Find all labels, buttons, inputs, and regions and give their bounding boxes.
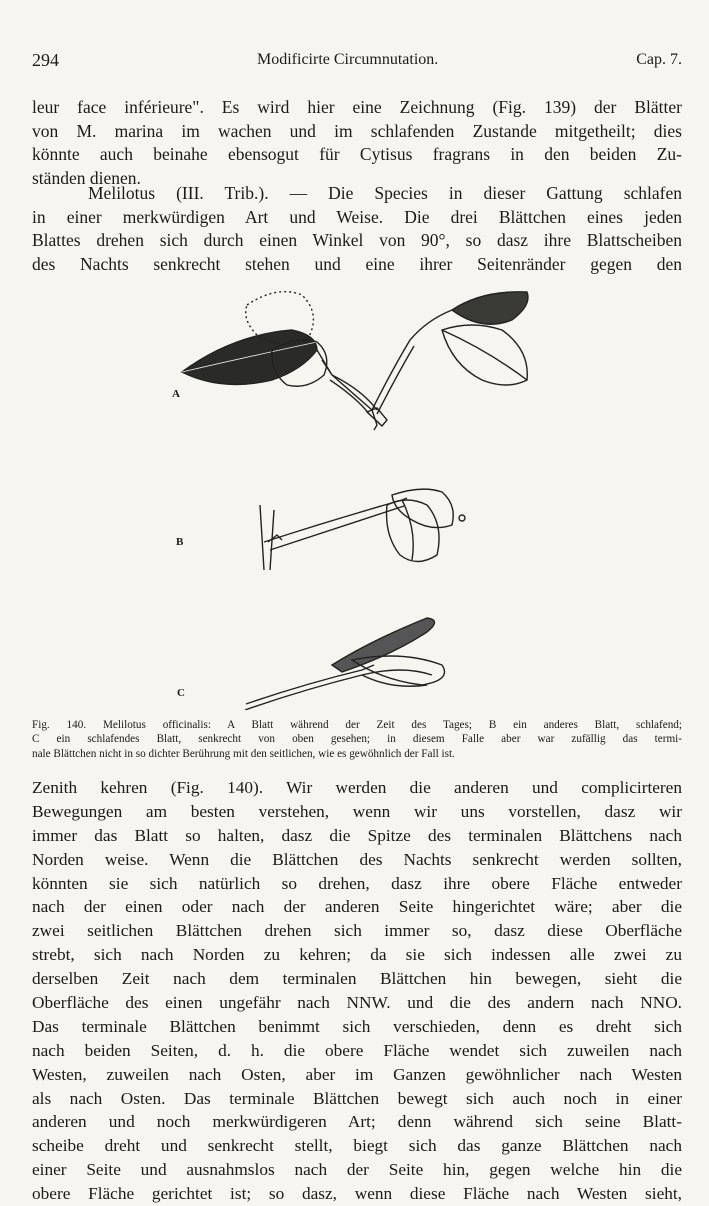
text-line: Bewegungen am besten verstehen, wenn wir uns vorstellen, dasz wir: [32, 801, 682, 821]
text-line: leur face inférieure". Es wird hier eine Zeichnung (Fig. 139) der Blätter: [32, 97, 682, 117]
running-title: Modificirte Circumnutation.: [257, 51, 439, 68]
page-header: [32, 50, 682, 80]
leaflet-c-upper: [332, 618, 435, 672]
paragraph-melilotus: [32, 182, 682, 276]
text-line: derselben Zeit nach dem terminalen Blättchen hin bewegen, sieht die: [32, 969, 682, 989]
text-line: scheibe dreht und senkrecht stellt, biegt sich das ganze Blättchen nach: [32, 1136, 682, 1156]
stem-a: [317, 350, 377, 430]
caption-line: C ein schlafendes Blatt, senkrecht von oben gesehen; in diesem Falle aber war zufällig das termi-: [32, 733, 682, 746]
text-line: zwei seitlichen Blättchen drehen sich immer so, dasz diese Oberfläche: [32, 921, 682, 941]
figure-label-a: A: [172, 388, 180, 400]
paragraph-zenith: [32, 776, 682, 1206]
leaflet-a-right-top: [452, 292, 528, 324]
text-line: könnte auch beinahe ebensogut für Cytisus fragrans in den beiden Zu-: [32, 144, 682, 165]
text-line: Zenith kehren (Fig. 140). Wir werden die anderen und complicirteren: [32, 778, 682, 797]
text-line: in einer merkwürdigen Art und Weise. Die drei Blättchen eines jeden: [32, 206, 682, 227]
figure-140: [32, 280, 682, 710]
text-line: Norden weise. Wenn die Blättchen des Nachts senkrecht werden sollten,: [32, 849, 682, 869]
caption-line: nale Blättchen nicht in so dichter Berührung mit den seitlichen, wie es gewöhnlich der Fall ist.: [32, 747, 455, 760]
figure-caption: [32, 718, 682, 761]
stem-b: [260, 505, 274, 570]
text-line: Oberfläche des einen ungefähr nach NNW. und die des andern nach NNO.: [32, 993, 682, 1013]
text-line: Westen, zuweilen nach Osten, aber im Ganzen gewöhnlicher nach Westen: [32, 1064, 682, 1084]
text-line: als nach Osten. Das terminale Blättchen bewegt sich auch noch in einer: [32, 1088, 682, 1108]
text-line: immer das Blatt so halten, dasz die Spitze des terminalen Blättchens nach: [32, 825, 682, 845]
chapter-label: Cap. 7.: [636, 51, 682, 68]
text-line: könnten sie sich natürlich so drehen, dasz ihre obere Fläche entweder: [32, 873, 682, 893]
text-line: nach der einen oder nach der anderen Seite hingerichtet wäre; aber die: [32, 897, 682, 917]
caption-line: Fig. 140. Melilotus officinalis: A Blatt während der Zeit des Tages; B ein anderes Blatt, schlafend;: [32, 719, 682, 731]
text-line: nach beiden Seiten, d. h. die obere Fläche wendet sich zuweilen nach: [32, 1040, 682, 1060]
text-line: des Nachts senkrecht stehen und eine ihrer Seitenränder gegen den: [32, 253, 682, 274]
page-number: 294: [32, 50, 59, 70]
text-line: Melilotus (III. Trib.). — Die Species in dieser Gattung schlafen: [88, 183, 682, 203]
text-line: Das terminale Blättchen benimmt sich verschieden, denn es dreht sich: [32, 1016, 682, 1036]
text-line: anderen und noch merkwürdigeren Art; denn während sich seine Blatt-: [32, 1112, 682, 1132]
figure-label-b: B: [176, 536, 184, 548]
text-line: ständen dienen.: [32, 167, 141, 188]
figure-label-c: C: [177, 687, 185, 699]
leaflet-a-left: [182, 330, 317, 385]
text-line: strebt, sich nach Norden zu kehren; da sie sich indessen alle zwei zu: [32, 945, 682, 965]
leaflet-b-upper: [392, 489, 453, 527]
text-line: obere Fläche gerichtet ist; so dasz, wenn diese Fläche nach Westen sieht,: [32, 1184, 682, 1204]
text-line: einer Seite und ausnahmslos nach der Seite hin, gegen welche hin die: [32, 1160, 682, 1180]
text-line: von M. marina im wachen und im schlafenden Zustande mitgetheilt; dies: [32, 120, 682, 141]
text-line: Blattes drehen sich durch einen Winkel von 90°, so dasz ihre Blattscheiben: [32, 230, 682, 251]
leaflet-a-right: [442, 325, 527, 385]
leaf-illustration: [32, 280, 682, 710]
paragraph-intro: [32, 96, 682, 190]
